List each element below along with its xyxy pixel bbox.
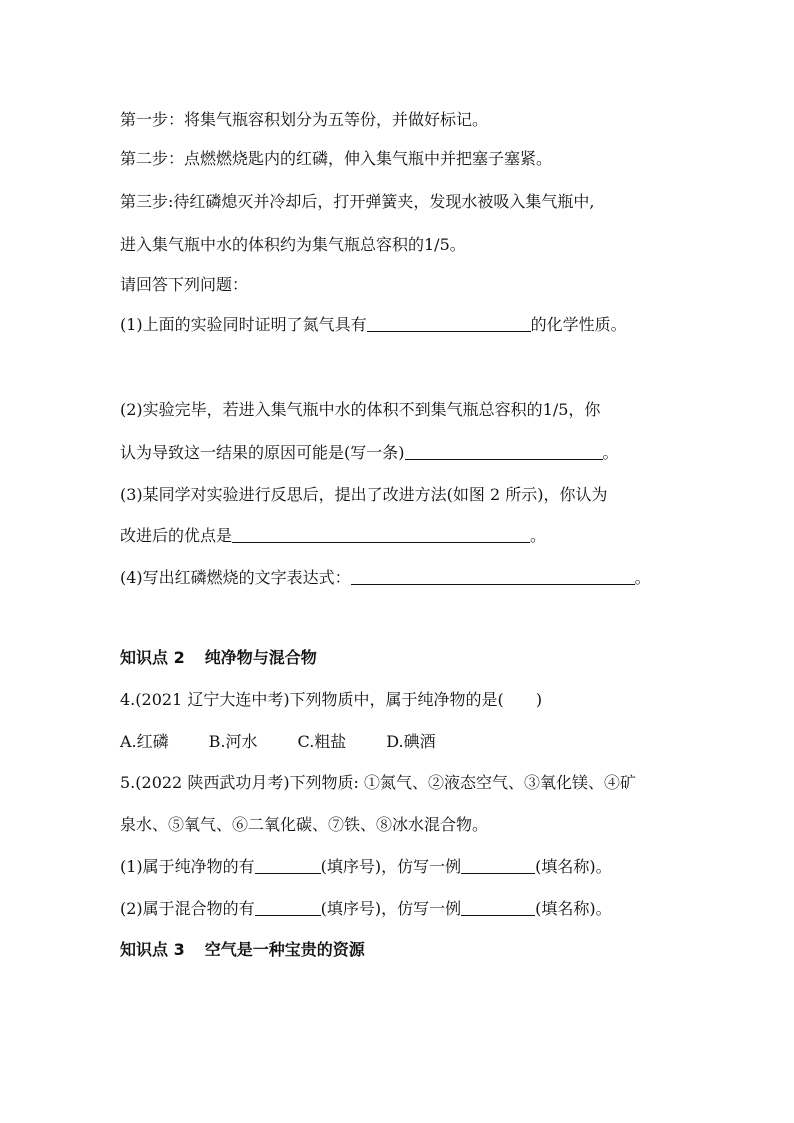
question-3-text-after: 。 — [530, 526, 547, 545]
item-4-stem — [120, 690, 542, 710]
step-1-text: 第一步：将集气瓶容积划分为五等份，并做好标记。 — [120, 110, 489, 129]
item-4-option-d[interactable]: D.碘酒 — [386, 732, 436, 751]
question-2-blank[interactable] — [405, 443, 603, 460]
item-5-sub-1-blank-2[interactable] — [461, 857, 535, 874]
item-5-line2: 泉水、⑤氧气、⑥二氧化碳、⑦铁、⑧冰水混合物。 — [120, 815, 489, 834]
section-2-heading — [120, 648, 317, 668]
item-5-sub-2-blank-1[interactable] — [255, 899, 321, 916]
question-2-text-before: 认为导致这一结果的原因可能是(写一条) — [120, 443, 405, 462]
question-3-line2 — [120, 526, 546, 546]
item-4-stem-text: 4.(2021 辽宁大连中考)下列物质中，属于纯净物的是( — [120, 690, 504, 709]
step-2-text: 第二步：点燃燃烧匙内的红磷，伸入集气瓶中并把塞子塞紧。 — [120, 149, 553, 168]
step-3-text-line2: 进入集气瓶中水的体积约为集气瓶总容积的1/5。 — [120, 235, 466, 254]
section-2-title: 纯净物与混合物 — [204, 648, 317, 667]
question-2-text-after: 。 — [602, 443, 619, 462]
question-3-blank[interactable] — [232, 526, 530, 543]
question-prompt: 请回答下列问题： — [120, 275, 249, 294]
item-5-sub-2-blank-2[interactable] — [461, 899, 535, 916]
question-3-line1: (3)某同学对实验进行反思后，提出了改进方法(如图 2 所示)，你认为 — [120, 485, 608, 504]
item-5-sub-2-text-b: (填序号)，仿写一例 — [320, 899, 462, 918]
question-1-text-after: 的化学性质。 — [530, 315, 627, 334]
question-4 — [120, 568, 651, 588]
question-1-blank[interactable] — [367, 315, 531, 332]
question-3-text-before: 改进后的优点是 — [120, 526, 233, 545]
item-5-sub-2 — [120, 899, 612, 919]
item-5-sub-1-blank-1[interactable] — [255, 857, 321, 874]
question-4-text-after: 。 — [634, 568, 651, 587]
question-2-line1: (2)实验完毕，若进入集气瓶中水的体积不到集气瓶总容积的1/5，你 — [120, 400, 601, 419]
section-3-title: 空气是一种宝贵的资源 — [204, 940, 365, 959]
item-5-sub-1-text-c: (填名称)。 — [535, 857, 612, 876]
item-4-option-c[interactable]: C.粗盐 — [297, 732, 347, 751]
document-page — [120, 0, 700, 1123]
item-4-option-b[interactable]: B.河水 — [208, 732, 258, 751]
section-2-label: 知识点 2 — [120, 648, 185, 667]
item-5-sub-2-text-c: (填名称)。 — [535, 899, 612, 918]
question-1-text-before: (1)上面的实验同时证明了氮气具有 — [120, 315, 367, 334]
item-5-line1: 5.(2022 陕西武功月考)下列物质: ①氮气、②液态空气、③氧化镁、④矿 — [120, 773, 637, 792]
item-5-sub-1-text-b: (填序号)，仿写一例 — [320, 857, 462, 876]
section-3-heading — [120, 940, 365, 960]
question-4-blank[interactable] — [351, 568, 635, 585]
item-4-options — [120, 732, 436, 752]
item-5-sub-1-text-a: (1)属于纯净物的有 — [120, 857, 255, 876]
item-4-option-a[interactable]: A.红磷 — [120, 732, 169, 751]
question-2-line2 — [120, 443, 619, 463]
item-5-sub-1 — [120, 857, 612, 877]
question-4-text-before: (4)写出红磷燃烧的文字表达式： — [120, 568, 351, 587]
section-3-label: 知识点 3 — [120, 940, 185, 959]
item-5-sub-2-text-a: (2)属于混合物的有 — [120, 899, 255, 918]
item-4-paren-close: ) — [535, 690, 543, 709]
step-3-text-line1: 第三步:待红磷熄灭并冷却后，打开弹簧夹，发现水被吸入集气瓶中, — [120, 192, 595, 211]
question-1 — [120, 315, 627, 335]
